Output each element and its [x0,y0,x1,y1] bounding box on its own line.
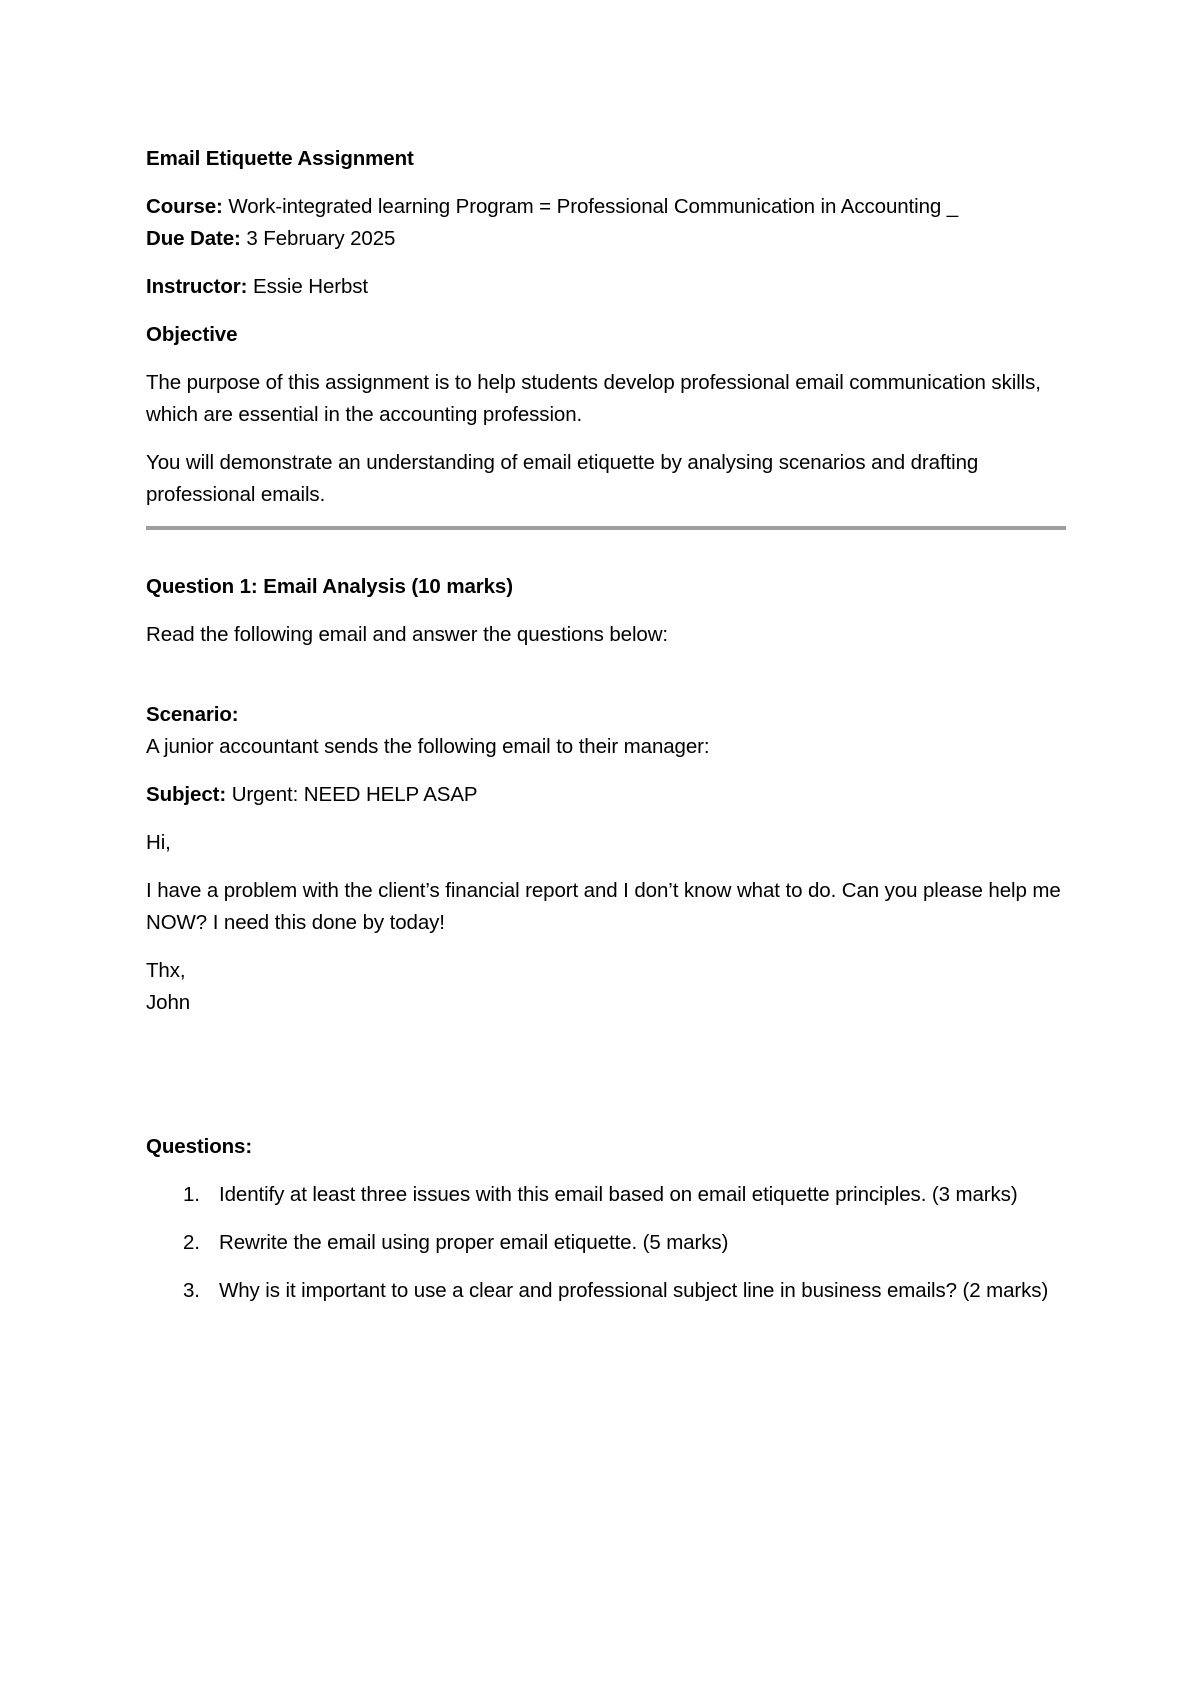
document-content [146,143,1066,1323]
question-1-heading: Question 1: Email Analysis (10 marks) [146,575,513,598]
email-subject-line [146,779,1066,811]
course-value: Work-integrated learning Program = Professional Communication in Accounting _ [228,195,959,218]
document-title: Email Etiquette Assignment [146,147,414,170]
scenario-label: Scenario: [146,703,239,726]
questions-list [146,1179,1066,1307]
questions-label: Questions: [146,1135,253,1158]
spacer [146,651,1066,699]
list-item-number: 2. [183,1231,200,1254]
objective-paragraph-1: The purpose of this assignment is to help students develop professional email communication skills, which are essential in the accounting profession. [146,371,1041,426]
instructor-line [146,271,1066,303]
email-signature: John [146,991,191,1014]
email-signoff: Thx, [146,959,186,982]
list-item-text: Identify at least three issues with this email based on email etiquette principles. (3 marks) [219,1183,1018,1206]
list-item-text: Why is it important to use a clear and professional subject line in business emails? (2 marks) [219,1279,1049,1302]
email-greeting: Hi, [146,831,171,854]
objective-heading: Objective [146,323,238,346]
course-line [146,191,1066,223]
scenario-text: A junior accountant sends the following email to their manager: [146,735,710,758]
list-item [146,1227,1066,1259]
spacer [146,1019,1066,1131]
due-date-value: 3 February 2025 [246,227,396,250]
due-date-line [146,223,1066,255]
list-item [146,1179,1066,1211]
subject-label: Subject: [146,783,227,806]
list-item-number: 1. [183,1183,200,1206]
horizontal-rule [146,526,1066,530]
list-item-text: Rewrite the email using proper email etiquette. (5 marks) [219,1231,729,1254]
instructor-value: Essie Herbst [253,275,369,298]
objective-paragraph-2: You will demonstrate an understanding of email etiquette by analysing scenarios and drafting professional emails. [146,451,979,506]
list-item-number: 3. [183,1279,200,1302]
question-1-instruction: Read the following email and answer the questions below: [146,623,669,646]
list-item [146,1275,1066,1307]
course-label: Course: [146,195,223,218]
due-date-label: Due Date: [146,227,241,250]
subject-value: Urgent: NEED HELP ASAP [231,783,478,806]
email-body: I have a problem with the client’s financial report and I don’t know what to do. Can you please help me NOW? I need this done by today! [146,879,1061,934]
instructor-label: Instructor: [146,275,248,298]
